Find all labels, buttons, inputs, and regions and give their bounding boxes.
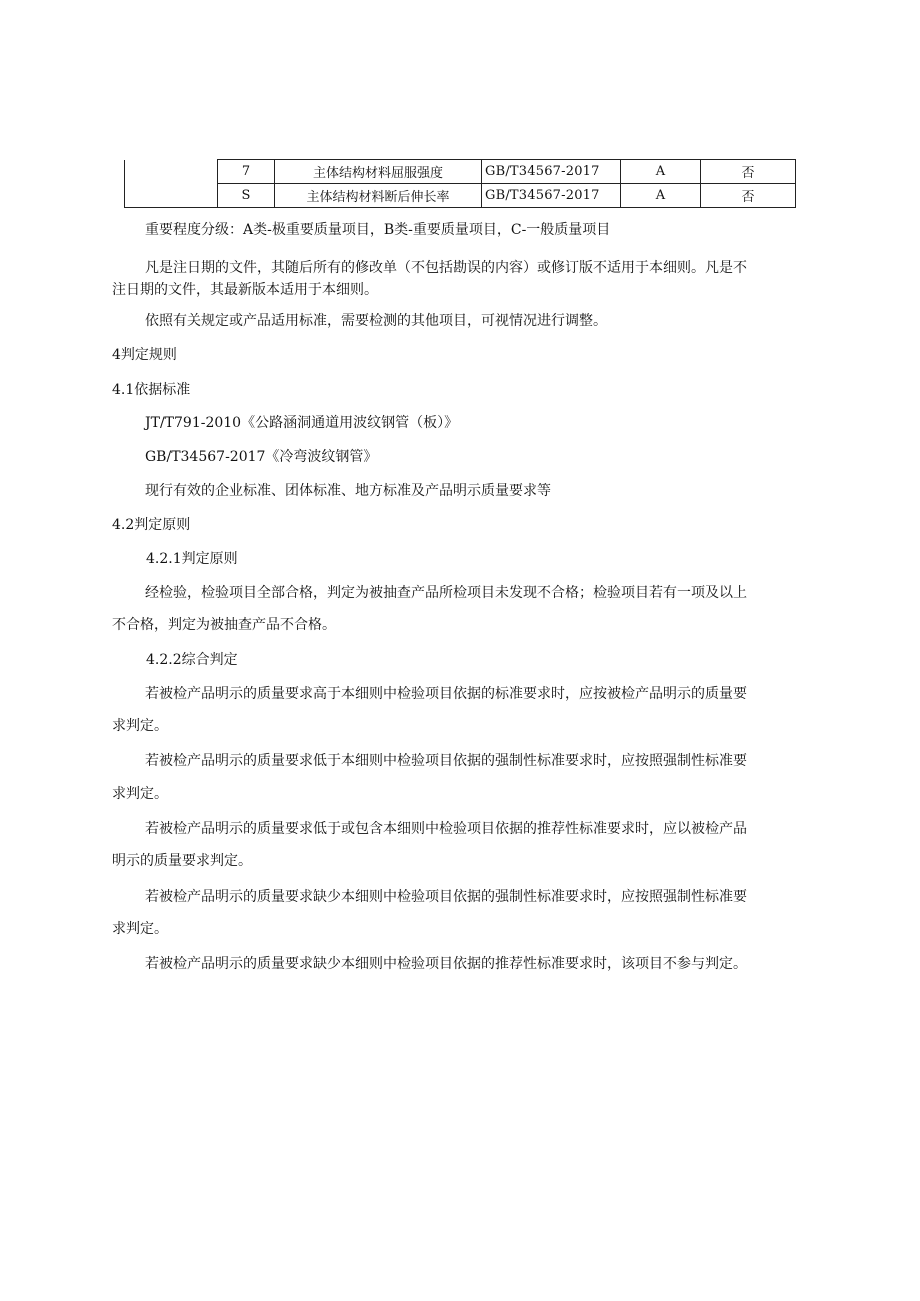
item-flag: 否 xyxy=(701,160,796,184)
item-number: 7 xyxy=(218,160,275,184)
other-items-note: 依照有关规定或产品适用标准，需要检测的其他项目，可视情况进行调整。 xyxy=(145,313,607,329)
section-4-2-heading: 4.2判定原则 xyxy=(112,517,191,533)
item-name: 主体结构材料屈服强度 xyxy=(275,160,482,184)
principle-line1: 经检验，检验项目全部合格，判定为被抽查产品所检项目未发现不合格；检验项目若有一项及以上 xyxy=(145,585,747,601)
judgement-p4-line1: 若被检产品明示的质量要求缺少本细则中检验项目依据的强制性标准要求时，应按照强制性标准要 xyxy=(145,889,747,905)
inspection-items-table xyxy=(124,159,796,208)
item-level: A xyxy=(621,160,701,184)
section-4-2-1-heading: 4.2.1判定原则 xyxy=(146,551,238,567)
grading-note: 重要程度分级：A类-极重要质量项目，B类-重要质量项目，C-一般质量项目 xyxy=(145,222,611,238)
section-4-1-heading: 4.1依据标准 xyxy=(112,382,191,398)
standard-ref-1: JT/T791-2010《公路涵洞通道用波纹钢管（板）》 xyxy=(145,415,459,431)
judgement-p3-line2: 明示的质量要求判定。 xyxy=(112,853,252,869)
table-row xyxy=(125,160,796,184)
judgement-p1-line2: 求判定。 xyxy=(112,718,168,734)
item-level: A xyxy=(621,184,701,208)
judgement-p3-line1: 若被检产品明示的质量要求低于或包含本细则中检验项目依据的推荐性标准要求时，应以被检产品 xyxy=(145,821,747,837)
dated-docs-note-line1: 凡是注日期的文件，其随后所有的修改单（不包括勘误的内容）或修订版不适用于本细则。凡是不 xyxy=(145,260,747,276)
judgement-p2-line1: 若被检产品明示的质量要求低于本细则中检验项目依据的强制性标准要求时，应按照强制性标准要 xyxy=(145,753,747,769)
item-standard: GB/T34567-2017 xyxy=(482,160,621,184)
principle-line2: 不合格，判定为被抽查产品不合格。 xyxy=(112,617,336,633)
standard-ref-2: GB/T34567-2017《冷弯波纹钢管》 xyxy=(145,449,378,465)
item-flag: 否 xyxy=(701,184,796,208)
judgement-p2-line2: 求判定。 xyxy=(112,786,168,802)
standard-ref-3: 现行有效的企业标准、团体标准、地方标准及产品明示质量要求等 xyxy=(145,483,551,499)
judgement-p1-line1: 若被检产品明示的质量要求高于本细则中检验项目依据的标准要求时，应按被检产品明示的质量要 xyxy=(145,686,747,702)
section-4-heading: 4判定规则 xyxy=(112,347,177,363)
judgement-p5-line1: 若被检产品明示的质量要求缺少本细则中检验项目依据的推荐性标准要求时，该项目不参与判定。 xyxy=(145,956,747,972)
item-standard: GB/T34567-2017 xyxy=(482,184,621,208)
table-row xyxy=(125,184,796,208)
category-cell xyxy=(125,160,218,208)
dated-docs-note-line2: 注日期的文件，其最新版本适用于本细则。 xyxy=(112,282,378,298)
judgement-p4-line2: 求判定。 xyxy=(112,921,168,937)
item-name: 主体结构材料断后伸长率 xyxy=(275,184,482,208)
item-number: S xyxy=(218,184,275,208)
section-4-2-2-heading: 4.2.2综合判定 xyxy=(146,652,238,668)
